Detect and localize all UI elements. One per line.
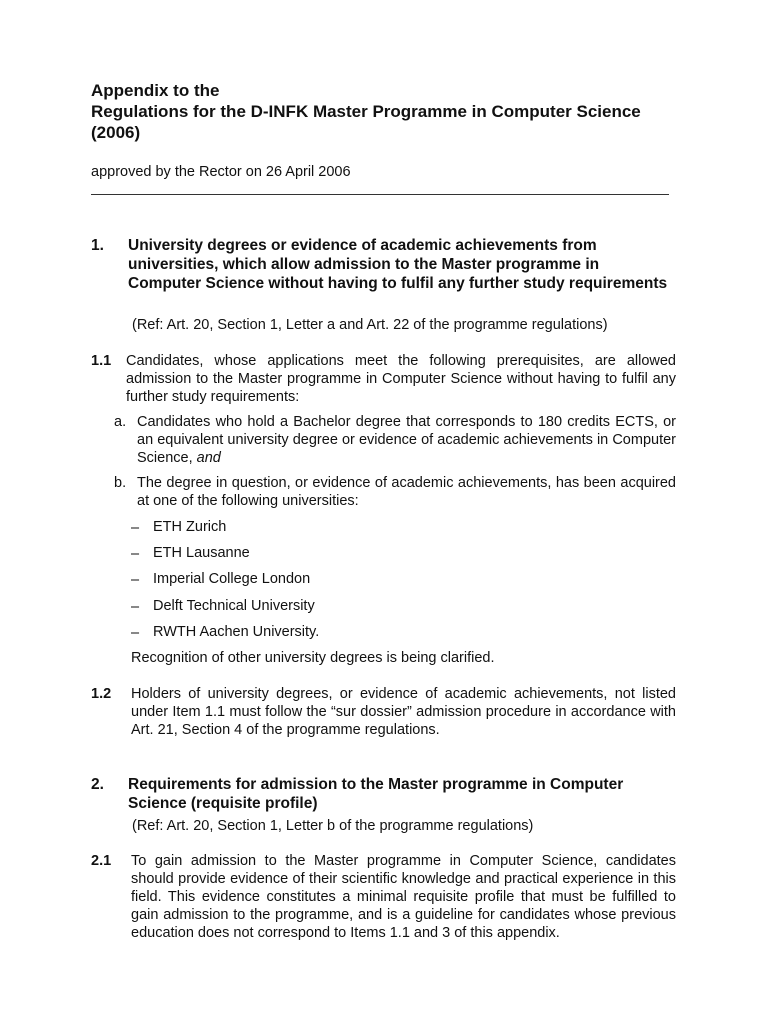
section-2-title: Requirements for admission to the Master programme in Computer Science (requisite profile) <box>128 776 624 812</box>
item-1-1-a-letter: a. <box>114 414 127 430</box>
item-2-1-text: To gain admission to the Master programme in Computer Science, candidates should provide evidence of their scientific knowledge and practical experience in this field. This evidence constitutes a minimal requisite profile that must be fulfilled to gain admission to the programme, and is a guideline for candidates whose previous education does not correspond to Items 1.1 and 3 of this appendix. <box>131 853 676 941</box>
divider-line <box>91 194 669 195</box>
list-dash: – <box>131 625 140 641</box>
list-dash: – <box>131 520 140 536</box>
item-1-1-a-content: Candidates who hold a Bachelor degree that corresponds to 180 credits ECTS, or an equivalent university degree or evidence of academic achievements in Computer Science, <box>137 414 676 466</box>
item-1-1-text-content: Candidates, whose applications meet the following prerequisites, are allowed admission to the Master programme in Computer Science without having to fulfil any further study requirements: <box>126 353 676 405</box>
item-1-1-b-text: The degree in question, or evidence of academic achievements, has been acquired at one of the following universities: <box>137 475 676 509</box>
section-2-ref: (Ref: Art. 20, Section 1, Letter b of the programme regulations) <box>132 818 534 834</box>
university-item: Delft Technical University <box>153 598 315 614</box>
item-1-2-text: Holders of university degrees, or evidence of academic achievements, not listed under Item 1.1 must follow the “sur dossier” admission procedure in accordance with Art. 21, Section 4 of the programme regulations. <box>131 686 676 738</box>
university-item: Imperial College London <box>153 571 311 587</box>
document-title <box>91 80 641 143</box>
item-1-1-a-and: and <box>196 450 221 466</box>
university-item: ETH Zurich <box>153 519 227 535</box>
approval-note: approved by the Rector on 26 April 2006 <box>91 164 351 180</box>
title-line-3: (2006) <box>91 123 141 142</box>
university-item: RWTH Aachen University. <box>153 624 320 640</box>
section-2-number: 2. <box>91 776 104 793</box>
item-2-1-number: 2.1 <box>91 853 112 869</box>
section-1-ref: (Ref: Art. 20, Section 1, Letter a and Art. 22 of the programme regulations) <box>132 317 608 333</box>
item-1-2-number: 1.2 <box>91 686 112 702</box>
item-1-1-text <box>126 352 676 406</box>
section-1-number: 1. <box>91 237 104 254</box>
title-line-1: Appendix to the <box>91 81 220 100</box>
list-dash: – <box>131 546 140 562</box>
item-1-1-number: 1.1 <box>91 353 112 369</box>
university-item: ETH Lausanne <box>153 545 250 561</box>
title-line-2: Regulations for the D-INFK Master Programme in Computer Science <box>91 102 641 121</box>
item-1-1-b-letter: b. <box>114 475 127 491</box>
item-1-1-a-text <box>137 413 676 467</box>
recognition-note: Recognition of other university degrees is being clarified. <box>131 650 495 666</box>
section-1-title: University degrees or evidence of academic achievements from universities, which allow admission to the Master programme in Computer Science without having to fulfil any further study requirements <box>128 237 668 292</box>
list-dash: – <box>131 572 140 588</box>
list-dash: – <box>131 599 140 615</box>
